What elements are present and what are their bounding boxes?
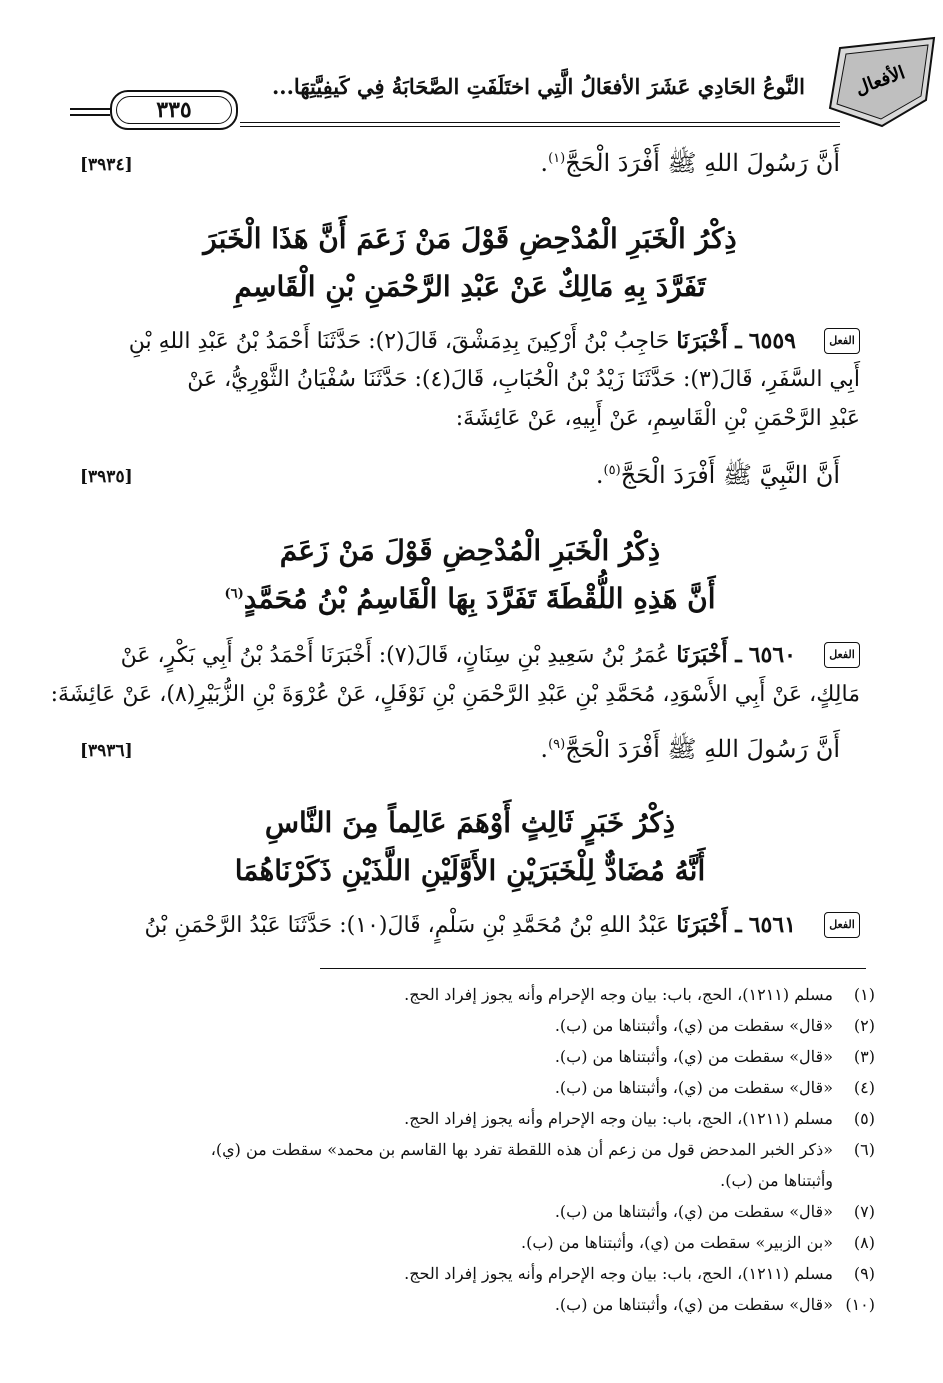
footnote-text: «قال» سقطت من (ي)، وأثبتناها من (ب). <box>554 1047 833 1066</box>
hadith-number: ٦٥٥٩ <box>748 328 796 354</box>
header-rule <box>240 126 840 127</box>
footnote-separator <box>320 968 866 969</box>
reference-number: [٣٩٣٤] <box>80 155 133 175</box>
footnote <box>80 982 875 1008</box>
footnote <box>80 1044 875 1070</box>
section-heading: ذِكْرُ الْخَبَرِ الْمُدْحِضِ قَوْلَ مَنْ زَعَمَ أَنَّ هَذَا الْخَبَرَ <box>203 222 737 255</box>
hadith-marker-icon: الفعل <box>802 912 860 940</box>
hadith-line: الفعل ٦٥٦١ ـ أَخْبَرَنَا عَبْدُ اللهِ بْنُ مُحَمَّدِ بْنِ سَلْمٍ، قَالَ(١٠): حَدَّثَنَا عَبْدُ الرَّحْمَنِ بْنُ <box>80 910 860 941</box>
footnote <box>80 1168 875 1194</box>
footnote-number: (٦) <box>853 1140 875 1159</box>
footnote-text: «قال» سقطت من (ي)، وأثبتناها من (ب). <box>554 1016 833 1035</box>
hadith-text: أَنَّ رَسُولَ اللهِ ﷺ أَفْرَدَ الْحَجَّ$^{(٩)}$. <box>540 735 840 763</box>
footnote <box>80 1292 875 1318</box>
hadith-line: الفعل ٦٥٥٩ ـ أَخْبَرَنَا حَاجِبُ بْنُ أَرْكِينَ بِدِمَشْقَ، قَالَ(٢): حَدَّثَنَا أَحْمَدُ بْنُ عَبْدِ اللهِ بْنِ <box>80 326 860 357</box>
chapter-badge-icon <box>822 30 942 130</box>
header-rule <box>240 122 840 123</box>
reference-number: [٣٩٣٥] <box>80 467 133 487</box>
page-number: ٣٣٥ <box>116 96 232 124</box>
section-heading: تَفَرَّدَ بِهِ مَالِكٌ عَنْ عَبْدِ الرَّحْمَنِ بْنِ الْقَاسِمِ <box>234 270 706 303</box>
footnote-text: «بن الزبير» سقطت من (ي)، وأثبتناها من (ب). <box>520 1233 833 1252</box>
badge-label: الأفعال <box>852 62 908 100</box>
header-rule <box>70 114 110 116</box>
hadith-number: ٦٥٦٠ <box>748 642 796 668</box>
footnote-number: (٨) <box>853 1233 875 1252</box>
reference-number: [٣٩٣٦] <box>80 741 133 761</box>
footnote-number: (٧) <box>853 1202 875 1221</box>
page-number-box <box>110 90 238 130</box>
footnote-number: (٢) <box>853 1016 875 1035</box>
header-rule <box>70 108 110 110</box>
hadith-number: ٦٥٦١ <box>748 912 796 938</box>
footnote <box>80 1106 875 1132</box>
footnote-number: (٣) <box>853 1047 875 1066</box>
hadith-line: عَبْدِ الرَّحْمَنِ بْنِ الْقَاسِمِ، عَنْ أَبِيهِ، عَنْ عَائِشَةَ: <box>455 406 860 431</box>
footnote-text: «قال» سقطت من (ي)، وأثبتناها من (ب). <box>554 1078 833 1097</box>
footnote-number: (٥) <box>853 1109 875 1128</box>
section-heading: أَنَّ هَذِهِ اللُّقْطَةَ تَفَرَّدَ بِهَا الْقَاسِمُ بْنُ مُحَمَّدٍ$^{(٦)}$ <box>224 582 716 615</box>
footnote <box>80 1199 875 1225</box>
footnote <box>80 1075 875 1101</box>
footnote-number: (٤) <box>853 1078 875 1097</box>
footnote-text: «قال» سقطت من (ي)، وأثبتناها من (ب). <box>554 1295 833 1314</box>
hadith-line: أَبِي السَّفَرِ، قَالَ(٣): حَدَّثَنَا زَيْدُ بْنُ الْحُبَابِ، قَالَ(٤): حَدَّثَنَا سُفْيَانُ الثَّوْرِيُّ، عَنْ <box>187 367 860 392</box>
footnote-number: (١) <box>853 985 875 1004</box>
footnote <box>80 1230 875 1256</box>
hadith-line: الفعل ٦٥٦٠ ـ أَخْبَرَنَا عُمَرُ بْنُ سَعِيدِ بْنِ سِنَانٍ، قَالَ(٧): أَخْبَرَنَا أَحْمَدُ بْنُ أَبِي بَكْرٍ، عَنْ <box>80 640 860 671</box>
footnote <box>80 1137 875 1163</box>
footnote <box>80 1261 875 1287</box>
hadith-text: أَنَّ رَسُولَ اللهِ ﷺ أَفْرَدَ الْحَجَّ$^{(١)}$. <box>540 149 840 177</box>
footnote-number: (١٠) <box>845 1295 875 1314</box>
footnote-number: (٩) <box>853 1264 875 1283</box>
footnote-text: مسلم (١٢١١)، الحج، باب: بيان وجه الإحرام وأنه يجوز إفراد الحج. <box>404 1109 833 1128</box>
hadith-text: أَنَّ النَّبِيَّ ﷺ أَفْرَدَ الْحَجَّ$^{(٥)}$. <box>595 461 840 489</box>
hadith-line: مَالِكٍ، عَنْ أَبِي الأَسْوَدِ، مُحَمَّدِ بْنِ عَبْدِ الرَّحْمَنِ بْنِ نَوْفَلٍ، عَنْ عُرْوَةَ بْنِ الزُّبَيْرِ(٨)، عَنْ عَائِشَةَ: <box>50 682 860 707</box>
footnote-text: «ذكر الخبر المدحض قول من زعم أن هذه اللقطة تفرد بها القاسم بن محمد» سقطت من (ي)، <box>210 1140 833 1159</box>
page-header <box>70 30 908 130</box>
footnote-text: مسلم (١٢١١)، الحج، باب: بيان وجه الإحرام وأنه يجوز إفراد الحج. <box>404 985 833 1004</box>
section-heading: ذِكْرُ خَبَرٍ ثَالِثٍ أَوْهَمَ عَالِماً مِنَ النَّاسِ <box>264 806 676 839</box>
footnote-text: وأثبتناها من (ب). <box>720 1171 833 1190</box>
running-title: النَّوعُ الحَادِي عَشَرَ الأفعَالُ الَّتِي اختَلَفَتِ الصَّحَابَةُ فِي كَيفِيَّتِهَا... <box>271 74 805 99</box>
section-heading: أَنَّهُ مُضَادٌّ لِلْخَبَرَيْنِ الأَوَّلَيْنِ اللَّذَيْنِ ذَكَرْنَاهُمَا <box>234 854 706 887</box>
hadith-marker-icon: الفعل <box>802 642 860 670</box>
footnote-text: «قال» سقطت من (ي)، وأثبتناها من (ب). <box>554 1202 833 1221</box>
footnote-text: مسلم (١٢١١)، الحج، باب: بيان وجه الإحرام وأنه يجوز إفراد الحج. <box>404 1264 833 1283</box>
section-heading: ذِكْرُ الْخَبَرِ الْمُدْحِضِ قَوْلَ مَنْ زَعَمَ <box>279 534 661 567</box>
hadith-marker-icon: الفعل <box>802 328 860 356</box>
footnote <box>80 1013 875 1039</box>
